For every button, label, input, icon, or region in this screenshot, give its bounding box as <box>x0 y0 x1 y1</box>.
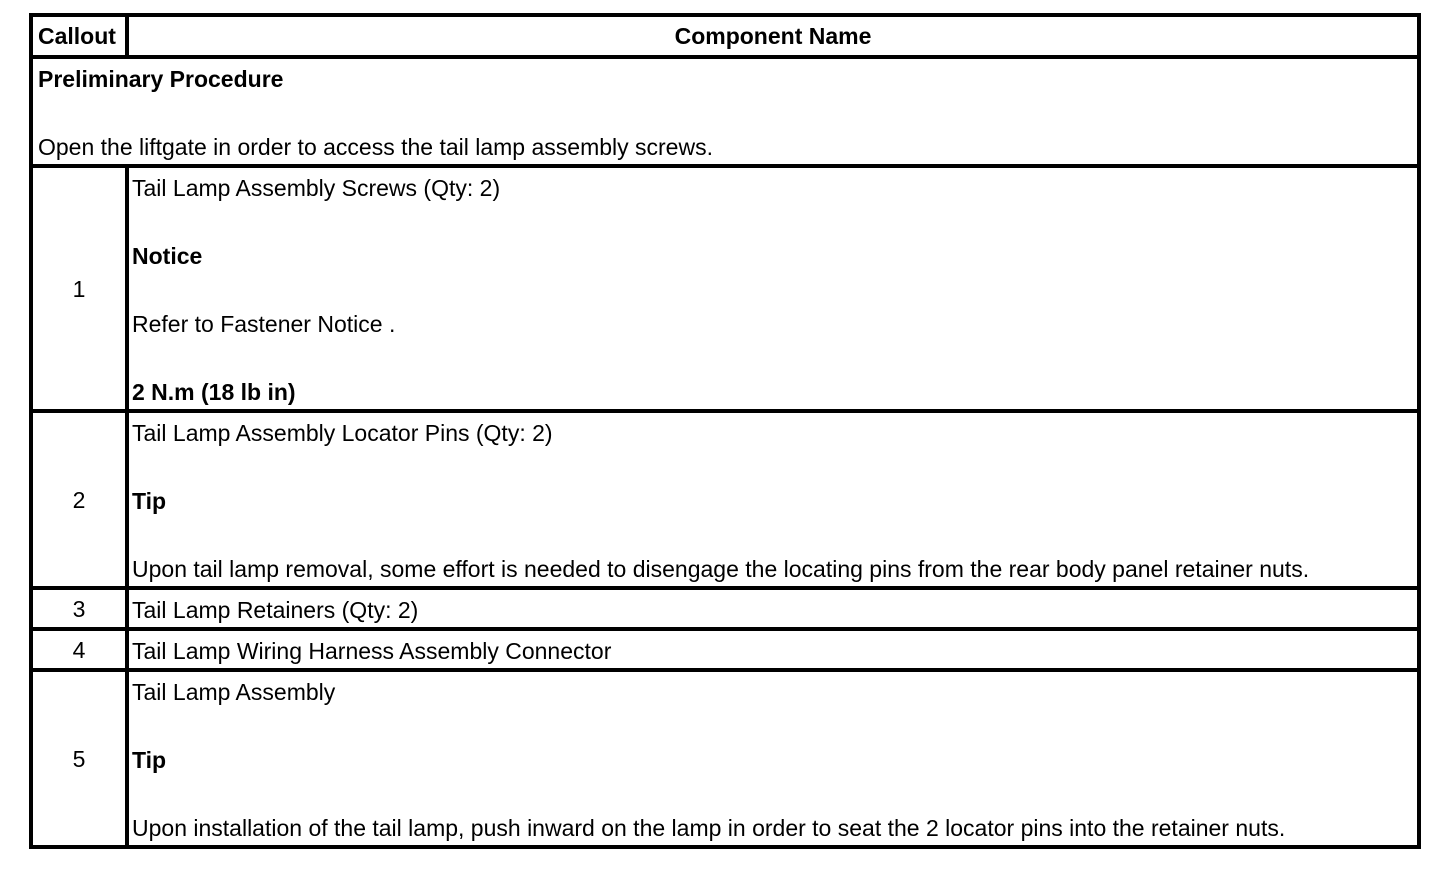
component-cell <box>127 588 1419 629</box>
table-row <box>31 166 1419 411</box>
callout-cell: 1 <box>31 166 127 411</box>
tip-text: Upon installation of the tail lamp, push inward on the lamp in order to seat the 2 locator pins into the retainer nuts. <box>132 815 1286 841</box>
component-name-header: Component Name <box>127 15 1419 57</box>
table-row <box>31 629 1419 670</box>
component-name: Tail Lamp Wiring Harness Assembly Connector <box>132 638 612 664</box>
table-row <box>31 411 1419 588</box>
component-table <box>29 13 1421 849</box>
preliminary-text: Open the liftgate in order to access the tail lamp assembly screws. <box>38 134 713 160</box>
component-name: Tail Lamp Assembly Screws (Qty: 2) <box>132 175 501 201</box>
table-row <box>31 670 1419 847</box>
tip-label: Tip <box>132 488 167 514</box>
header-row <box>31 15 1419 57</box>
torque-spec: 2 N.m (18 lb in) <box>132 379 296 405</box>
table-row <box>31 588 1419 629</box>
notice-text: Refer to Fastener Notice . <box>132 311 396 337</box>
notice-label: Notice <box>132 243 203 269</box>
callout-header: Callout <box>31 15 127 57</box>
callout-cell: 3 <box>31 588 127 629</box>
component-name: Tail Lamp Assembly Locator Pins (Qty: 2) <box>132 420 553 446</box>
tip-text: Upon tail lamp removal, some effort is needed to disengage the locating pins from the rear body panel retainer nuts. <box>132 556 1310 582</box>
preliminary-title: Preliminary Procedure <box>38 66 284 92</box>
callout-cell: 5 <box>31 670 127 847</box>
component-cell <box>127 670 1419 847</box>
tip-label: Tip <box>132 747 167 773</box>
component-name: Tail Lamp Retainers (Qty: 2) <box>132 597 419 623</box>
component-name: Tail Lamp Assembly <box>132 679 336 705</box>
preliminary-row <box>31 57 1419 166</box>
callout-cell: 4 <box>31 629 127 670</box>
component-cell <box>127 411 1419 588</box>
callout-cell: 2 <box>31 411 127 588</box>
component-cell <box>127 166 1419 411</box>
component-cell <box>127 629 1419 670</box>
preliminary-cell <box>31 57 1419 166</box>
